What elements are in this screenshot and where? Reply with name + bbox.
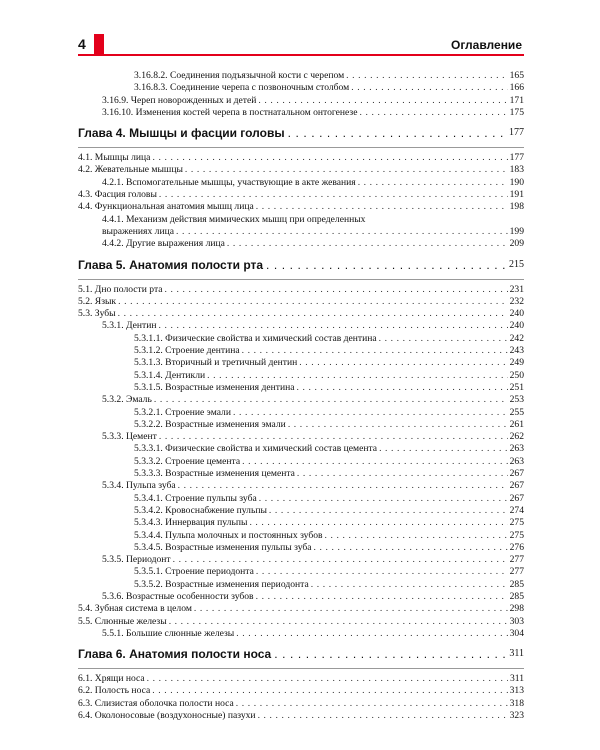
toc-entry-label: 5.3.3.3. Возрастные изменения цемента	[134, 468, 295, 480]
dot-leader	[258, 710, 508, 722]
toc-entry-page: 243	[509, 345, 524, 357]
dot-leader	[242, 345, 508, 357]
toc-entry-page: 232	[509, 295, 524, 307]
toc-entry-page: 303	[509, 615, 524, 627]
toc-entry-page: 277	[509, 566, 524, 578]
toc-entry[interactable]	[78, 698, 524, 710]
toc-entry-label: 5.3.4. Пульпа зуба	[102, 480, 176, 492]
toc-entry-label: 5.3.2.1. Строение эмали	[134, 406, 231, 418]
chapter-heading-5[interactable]: Глава 5. Анатомия полости рта . . . 215	[78, 257, 524, 273]
toc-entry[interactable]: 4.1. Мышцы лица . . . 177	[78, 152, 524, 164]
page-number: 4	[78, 36, 86, 52]
dot-leader	[297, 382, 508, 394]
toc-entry-page: 318	[509, 697, 524, 709]
toc-entry[interactable]	[78, 320, 524, 332]
toc-entry-label: 6.1. Хрящи носа	[78, 673, 145, 685]
toc-entry-page: 242	[509, 332, 524, 344]
toc-entry[interactable]	[78, 345, 524, 357]
toc-entry-label: 5.3.3. Цемент	[102, 431, 157, 443]
toc-entry[interactable]	[78, 673, 524, 685]
dot-leader	[269, 505, 508, 517]
toc-entry[interactable]: 3.16.10. Изменения костей черепа в постнатальном онтогенезе . . . 175	[78, 107, 524, 119]
dot-leader	[242, 456, 508, 468]
dot-leader	[288, 419, 508, 431]
toc-entry-page: 240	[509, 320, 524, 332]
dot-leader	[249, 517, 507, 529]
toc-entry-label: 5.3.5.2. Возрастные изменения периодонта	[134, 578, 309, 590]
toc-entry-label: 6.4. Околоносовые (воздухоносные) пазухи	[78, 710, 256, 722]
toc-entry-label: 5.3.1. Дентин	[102, 320, 157, 332]
toc-entry[interactable]: 3.16.9. Череп новорожденных и детей . . . 171	[78, 95, 524, 107]
dot-leader	[118, 296, 508, 308]
dot-leader	[159, 431, 508, 443]
toc-entry[interactable]	[78, 382, 524, 394]
dot-leader	[256, 591, 508, 603]
toc-entry-page: 311	[509, 673, 524, 685]
toc-entry[interactable]	[78, 710, 524, 722]
toc-entry[interactable]	[78, 284, 524, 296]
toc-entry-label: 5.3.5. Периодонт	[102, 554, 171, 566]
toc-entry-page: 263	[509, 443, 524, 455]
toc-entry[interactable]	[78, 616, 524, 628]
toc-entry[interactable]: 3.16.8.2. Соединения подъязычной кости с черепом . . . 165	[78, 70, 524, 82]
chapter-heading-4[interactable]: Глава 4. Мышцы и фасции головы . . . 177	[78, 125, 524, 141]
toc-entry[interactable]	[78, 542, 524, 554]
toc-entry-page: 249	[509, 357, 524, 369]
toc-entry-page: 255	[509, 406, 524, 418]
chapter-heading-6[interactable]: Глава 6. Анатомия полости носа . . . 311	[78, 646, 524, 662]
toc-entry-label: 5.3.1.3. Вторичный и третичный дентин	[134, 357, 298, 369]
toc-entry-page: 275	[509, 529, 524, 541]
toc-entry-label: 5.3.4.2. Кровоснабжение пульпы	[134, 504, 267, 516]
dot-leader	[314, 542, 508, 554]
toc-entry[interactable]	[78, 685, 524, 697]
toc-entry[interactable]	[78, 468, 524, 480]
dot-leader	[178, 480, 508, 492]
toc-entry-page: 267	[509, 492, 524, 504]
toc-entry-page: 263	[509, 455, 524, 467]
toc-entry[interactable]	[78, 308, 524, 320]
toc-entry[interactable]	[78, 505, 524, 517]
toc-entry-page: 267	[509, 468, 524, 480]
toc-entry[interactable]	[78, 566, 524, 578]
toc-entry-page: 250	[509, 369, 524, 381]
toc-entry-label: 5.3.4.5. Возрастные изменения пульпы зуба	[134, 541, 312, 553]
toc-entry[interactable]	[78, 530, 524, 542]
toc-entry-page: 231	[509, 283, 524, 295]
toc-entry[interactable]	[78, 554, 524, 566]
toc-entry-label: 5.2. Язык	[78, 295, 117, 307]
toc-entry-label: 5.3.2.2. Возрастные изменения эмали	[134, 418, 286, 430]
toc-entry-label: 5.3.1.5. Возрастные изменения дентина	[134, 381, 295, 393]
toc-entry[interactable]: 4.3. Фасция головы . . . 191	[78, 189, 524, 201]
dot-leader	[194, 603, 508, 615]
toc-entry[interactable]	[78, 357, 524, 369]
toc-entry-page: 298	[509, 603, 524, 615]
dot-leader	[325, 530, 508, 542]
dot-leader	[299, 357, 507, 369]
toc-entry-label: 5.1. Дно полости рта	[78, 283, 163, 295]
toc-entry[interactable]	[78, 431, 524, 443]
dot-leader	[236, 628, 507, 640]
toc-entry[interactable]: 4.2.1. Вспомогательные мышцы, участвующие в акте жевания . . . 190	[78, 177, 524, 189]
toc-entry[interactable]: 4.4. Функциональная анатомия мышц лица . . . 198	[78, 201, 524, 213]
toc-entry-label: 5.5.1. Большие слюнные железы	[102, 627, 235, 639]
toc-entry[interactable]	[78, 296, 524, 308]
toc-entry-label: 6.2. Полость носа	[78, 685, 151, 697]
toc-entry[interactable]	[78, 407, 524, 419]
toc-entry-label: 5.3.1.2. Строение дентина	[134, 345, 240, 357]
toc-entry-page: 275	[509, 517, 524, 529]
toc-entry-page: 277	[509, 554, 524, 566]
toc-entry-label: 6.3. Слизистая оболочка полости носа	[78, 697, 234, 709]
dot-leader	[147, 673, 508, 685]
dot-leader	[152, 685, 507, 697]
toc-entry-page: 285	[509, 578, 524, 590]
header-rule	[78, 54, 524, 56]
dot-leader	[159, 320, 508, 332]
toc-entry-page: 285	[509, 590, 524, 602]
toc-entry[interactable]	[78, 480, 524, 492]
toc-entry-page: 253	[509, 394, 524, 406]
toc-entry[interactable]	[78, 333, 524, 345]
toc-entry-label: 5.3.5.1. Строение периодонта	[134, 566, 254, 578]
toc-entry-page: 240	[509, 308, 524, 320]
toc-entry-label: 5.3.4.4. Пульпа молочных и постоянных зубов	[134, 529, 323, 541]
toc-entry[interactable]	[78, 370, 524, 382]
toc-entry-label: 5.5. Слюнные железы	[78, 615, 167, 627]
toc-entry-page: 323	[509, 710, 524, 722]
toc-entry-label: 5.3.2. Эмаль	[102, 394, 152, 406]
toc-entry-page: 261	[509, 418, 524, 430]
toc-entry[interactable]	[78, 591, 524, 603]
dot-leader	[379, 443, 508, 455]
toc-entry-label: 5.3.3.1. Физические свойства и химический состав цемента	[134, 443, 378, 455]
dot-leader	[259, 493, 508, 505]
dot-leader	[173, 554, 508, 566]
toc-entry[interactable]: 3.16.8.3. Соединение черепа с позвоночным столбом . . . 166	[78, 82, 524, 94]
toc-entry-page: 262	[509, 431, 524, 443]
accent-bar	[94, 34, 104, 54]
dot-leader	[256, 566, 508, 578]
toc-entry[interactable]	[78, 517, 524, 529]
toc-entry[interactable]	[78, 456, 524, 468]
dot-leader	[207, 370, 507, 382]
toc-entry[interactable]	[78, 394, 524, 406]
toc-entry-label: 5.3.3.2. Строение цемента	[134, 455, 241, 467]
dot-leader	[297, 468, 508, 480]
dot-leader	[236, 698, 508, 710]
toc-entry-page: 313	[509, 685, 524, 697]
toc-entry[interactable]: 4.4.2. Другие выражения лица . . . 209	[78, 238, 524, 250]
toc-entry-page: 276	[509, 541, 524, 553]
toc-entry-label: 5.3. Зубы	[78, 308, 116, 320]
toc-entry[interactable]	[78, 443, 524, 455]
toc-entry[interactable]	[78, 603, 524, 615]
toc-entry[interactable]	[78, 628, 524, 640]
toc-entry-page: 274	[509, 504, 524, 516]
toc-entry[interactable]	[78, 493, 524, 505]
dot-leader	[165, 284, 508, 296]
dot-leader	[169, 616, 508, 628]
dot-leader	[379, 333, 508, 345]
toc-entry-line1[interactable]: 4.4.1. Механизм действия мимических мышц при определенных	[102, 213, 366, 225]
toc-entry-label: 5.4. Зубная система в целом	[78, 603, 192, 615]
toc-entry-label: 5.3.4.3. Иннервация пульпы	[134, 517, 248, 529]
toc-entry[interactable]	[78, 579, 524, 591]
toc-entry-label: 5.3.1.1. Физические свойства и химический состав дентина	[134, 332, 377, 344]
toc-entry-page: 304	[509, 627, 524, 639]
toc-entry[interactable]	[78, 419, 524, 431]
toc-entry-page: 267	[509, 480, 524, 492]
dot-leader	[233, 407, 508, 419]
toc-entry-page: 251	[509, 381, 524, 393]
toc-entry-line2[interactable]: выражениях лица . . . 199	[78, 226, 524, 238]
toc-entry-label: 5.3.4.1. Строение пульпы зуба	[134, 492, 257, 504]
dot-leader	[154, 394, 508, 406]
table-of-contents	[78, 70, 524, 722]
running-title: Оглавление	[451, 38, 522, 52]
dot-leader	[311, 579, 508, 591]
toc-entry-label: 5.3.1.4. Дентикли	[134, 369, 206, 381]
toc-entry-label: 5.3.6. Возрастные особенности зубов	[102, 590, 254, 602]
dot-leader	[118, 308, 508, 320]
toc-entry[interactable]: 4.2. Жевательные мышцы . . . 183	[78, 164, 524, 176]
